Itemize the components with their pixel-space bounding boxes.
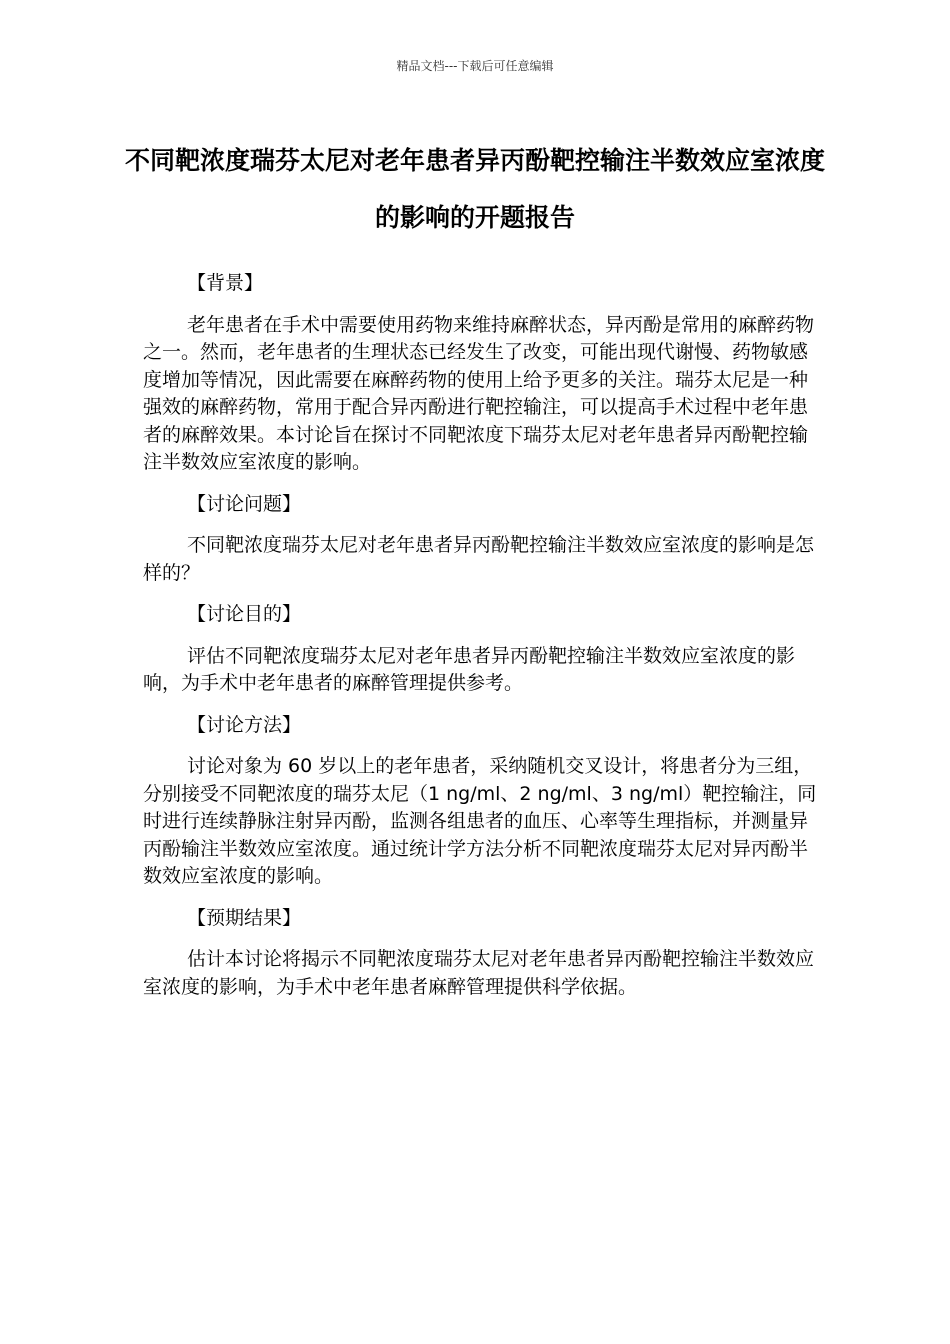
section-paragraph: 评估不同靶浓度瑞芬太尼对老年患者异丙酚靶控输注半数效应室浓度的影响，为手术中老年患者的麻醉管理提供参考。	[143, 644, 796, 694]
section-paragraph: 老年患者在手术中需要使用药物来维持麻醉状态，异丙酚是常用的麻醉药物之一。然而，老年患者的生理状态已经发生了改变，可能出现代谢慢、药物敏感度增加等情况，因此需要在麻醉药物的使用上给予更多的关注。瑞芬太尼是一种强效的麻醉药物，常用于配合异丙酚进行靶控输注，可以提高手术过程中老年患者的麻醉效果。本讨论旨在探讨不同靶浓度下瑞芬太尼对老年患者异丙酚靶控输注半数效应室浓度的影响。	[143, 313, 815, 473]
page-header-watermark: 精品文档---下载后可任意编辑	[396, 59, 554, 73]
section-purpose	[143, 601, 818, 698]
section-heading: 【讨论问题】	[187, 492, 302, 515]
section-background	[143, 270, 818, 477]
section-expected-results	[143, 905, 818, 1002]
section-method	[143, 712, 818, 891]
section-question	[143, 491, 818, 588]
document-title: 不同靶浓度瑞芬太尼对老年患者异丙酚靶控输注半数效应室浓度的影响的开题报告	[124, 146, 825, 232]
section-paragraph: 不同靶浓度瑞芬太尼对老年患者异丙酚靶控输注半数效应室浓度的影响是怎样的？	[143, 534, 815, 584]
section-paragraph: 估计本讨论将揭示不同靶浓度瑞芬太尼对老年患者异丙酚靶控输注半数效应室浓度的影响，为手术中老年患者麻醉管理提供科学依据。	[143, 948, 815, 998]
section-paragraph: 讨论对象为 60 岁以上的老年患者，采纳随机交叉设计，将患者分为三组，分别接受不同靶浓度的瑞芬太尼（1 ng/ml、2 ng/ml、3 ng/ml）靶控输注，同时进行连续静脉注射异丙酚，监测各组患者的血压、心率等生理指标，并测量异丙酚输注半数效应室浓度。通过统计学方法分析不同靶浓度瑞芬太尼对异丙酚半数效应室浓度的影响。	[143, 755, 817, 887]
section-heading: 【讨论方法】	[187, 713, 302, 736]
section-heading: 【讨论目的】	[187, 603, 302, 625]
section-heading: 【预期结果】	[187, 906, 302, 929]
document-body	[143, 270, 818, 1015]
section-heading: 【背景】	[187, 272, 264, 294]
